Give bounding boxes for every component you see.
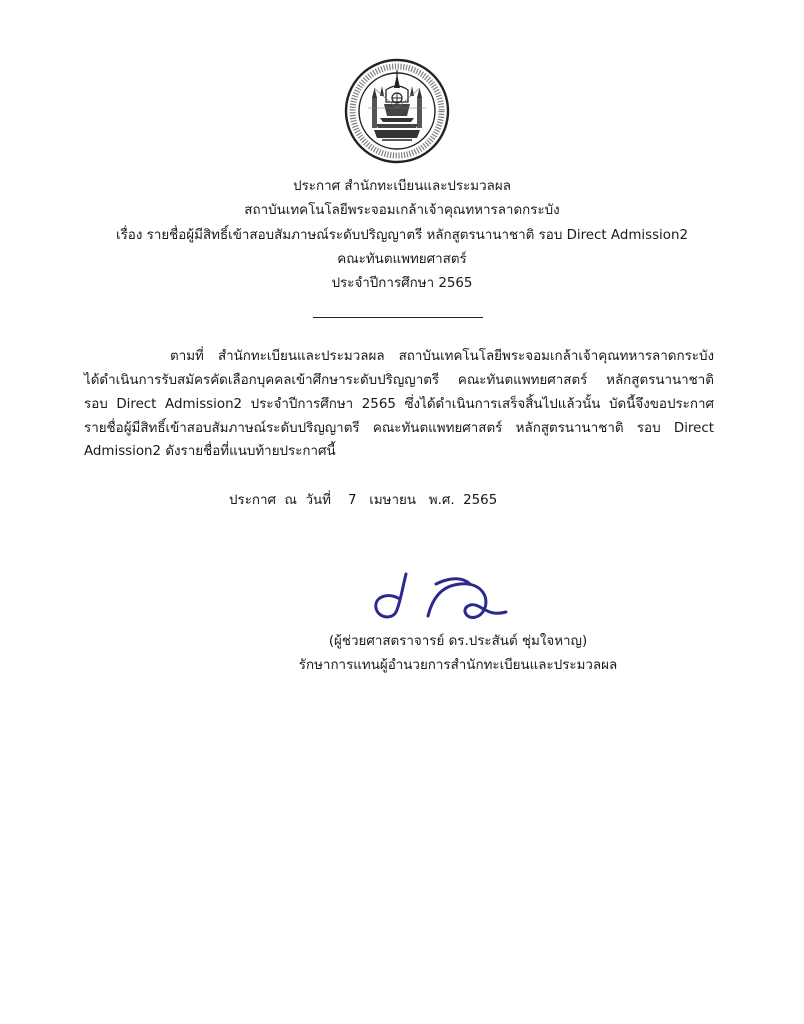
announcement-subject: เรื่อง รายชื่อผู้มีสิทธิ์เข้าสอบสัมภาษณ์ระดับปริญญาตรี หลักสูตรนานาชาติ รอบ Direct Admission2 — [116, 228, 688, 243]
faculty-name: คณะทันตแพทยศาสตร์ — [337, 252, 467, 267]
body-line: รายชื่อผู้มีสิทธิ์เข้าสอบสัมภาษณ์ระดับปริญญาตรี คณะทันตแพทยศาสตร์ หลักสูตรนานาชาติ รอบ Direct — [84, 421, 714, 436]
body-paragraph-line-3 — [84, 396, 714, 414]
university-seal-icon — [344, 58, 450, 164]
announcement-title: ประกาศ สำนักทะเบียนและประมวลผล — [293, 179, 511, 194]
body-paragraph-line-2 — [84, 372, 714, 390]
handwritten-signature — [366, 560, 518, 630]
signatory-name: (ผู้ช่วยศาสตราจารย์ ดร.ประสันต์ ชุ่มใจหาญ) — [328, 634, 588, 649]
body-line: ได้ดำเนินการรับสมัครคัดเลือกบุคคลเข้าศึกษาระดับปริญญาตรี คณะทันตแพทยศาสตร์ หลักสูตรนานาชาติ — [84, 373, 714, 388]
institute-name: สถาบันเทคโนโลยีพระจอมเกล้าเจ้าคุณทหารลาดกระบัง — [244, 203, 560, 218]
body-paragraph-line-5 — [84, 443, 714, 461]
body-line: รอบ Direct Admission2 ประจำปีการศึกษา 2565 ซึ่งได้ดำเนินการเสร็จสิ้นไปแล้วนั้น บัดนี้จึงขอประกาศ — [84, 397, 714, 412]
signatory-position: รักษาการแทนผู้อำนวยการสำนักทะเบียนและประมวลผล — [298, 658, 618, 673]
academic-year: ประจำปีการศึกษา 2565 — [331, 276, 473, 291]
body-paragraph-line-1 — [170, 348, 714, 366]
announcement-date: ประกาศ ณ วันที่ 7 เมษายน พ.ศ. 2565 — [229, 493, 498, 508]
body-line: ตามที่ สำนักทะเบียนและประมวลผล สถาบันเทคโนโลยีพระจอมเกล้าเจ้าคุณทหารลาดกระบัง — [170, 349, 714, 364]
header-divider — [313, 317, 483, 318]
body-line: Admission2 ดังรายชื่อที่แนบท้ายประกาศนี้ — [84, 444, 336, 459]
body-paragraph-line-4 — [84, 420, 714, 438]
